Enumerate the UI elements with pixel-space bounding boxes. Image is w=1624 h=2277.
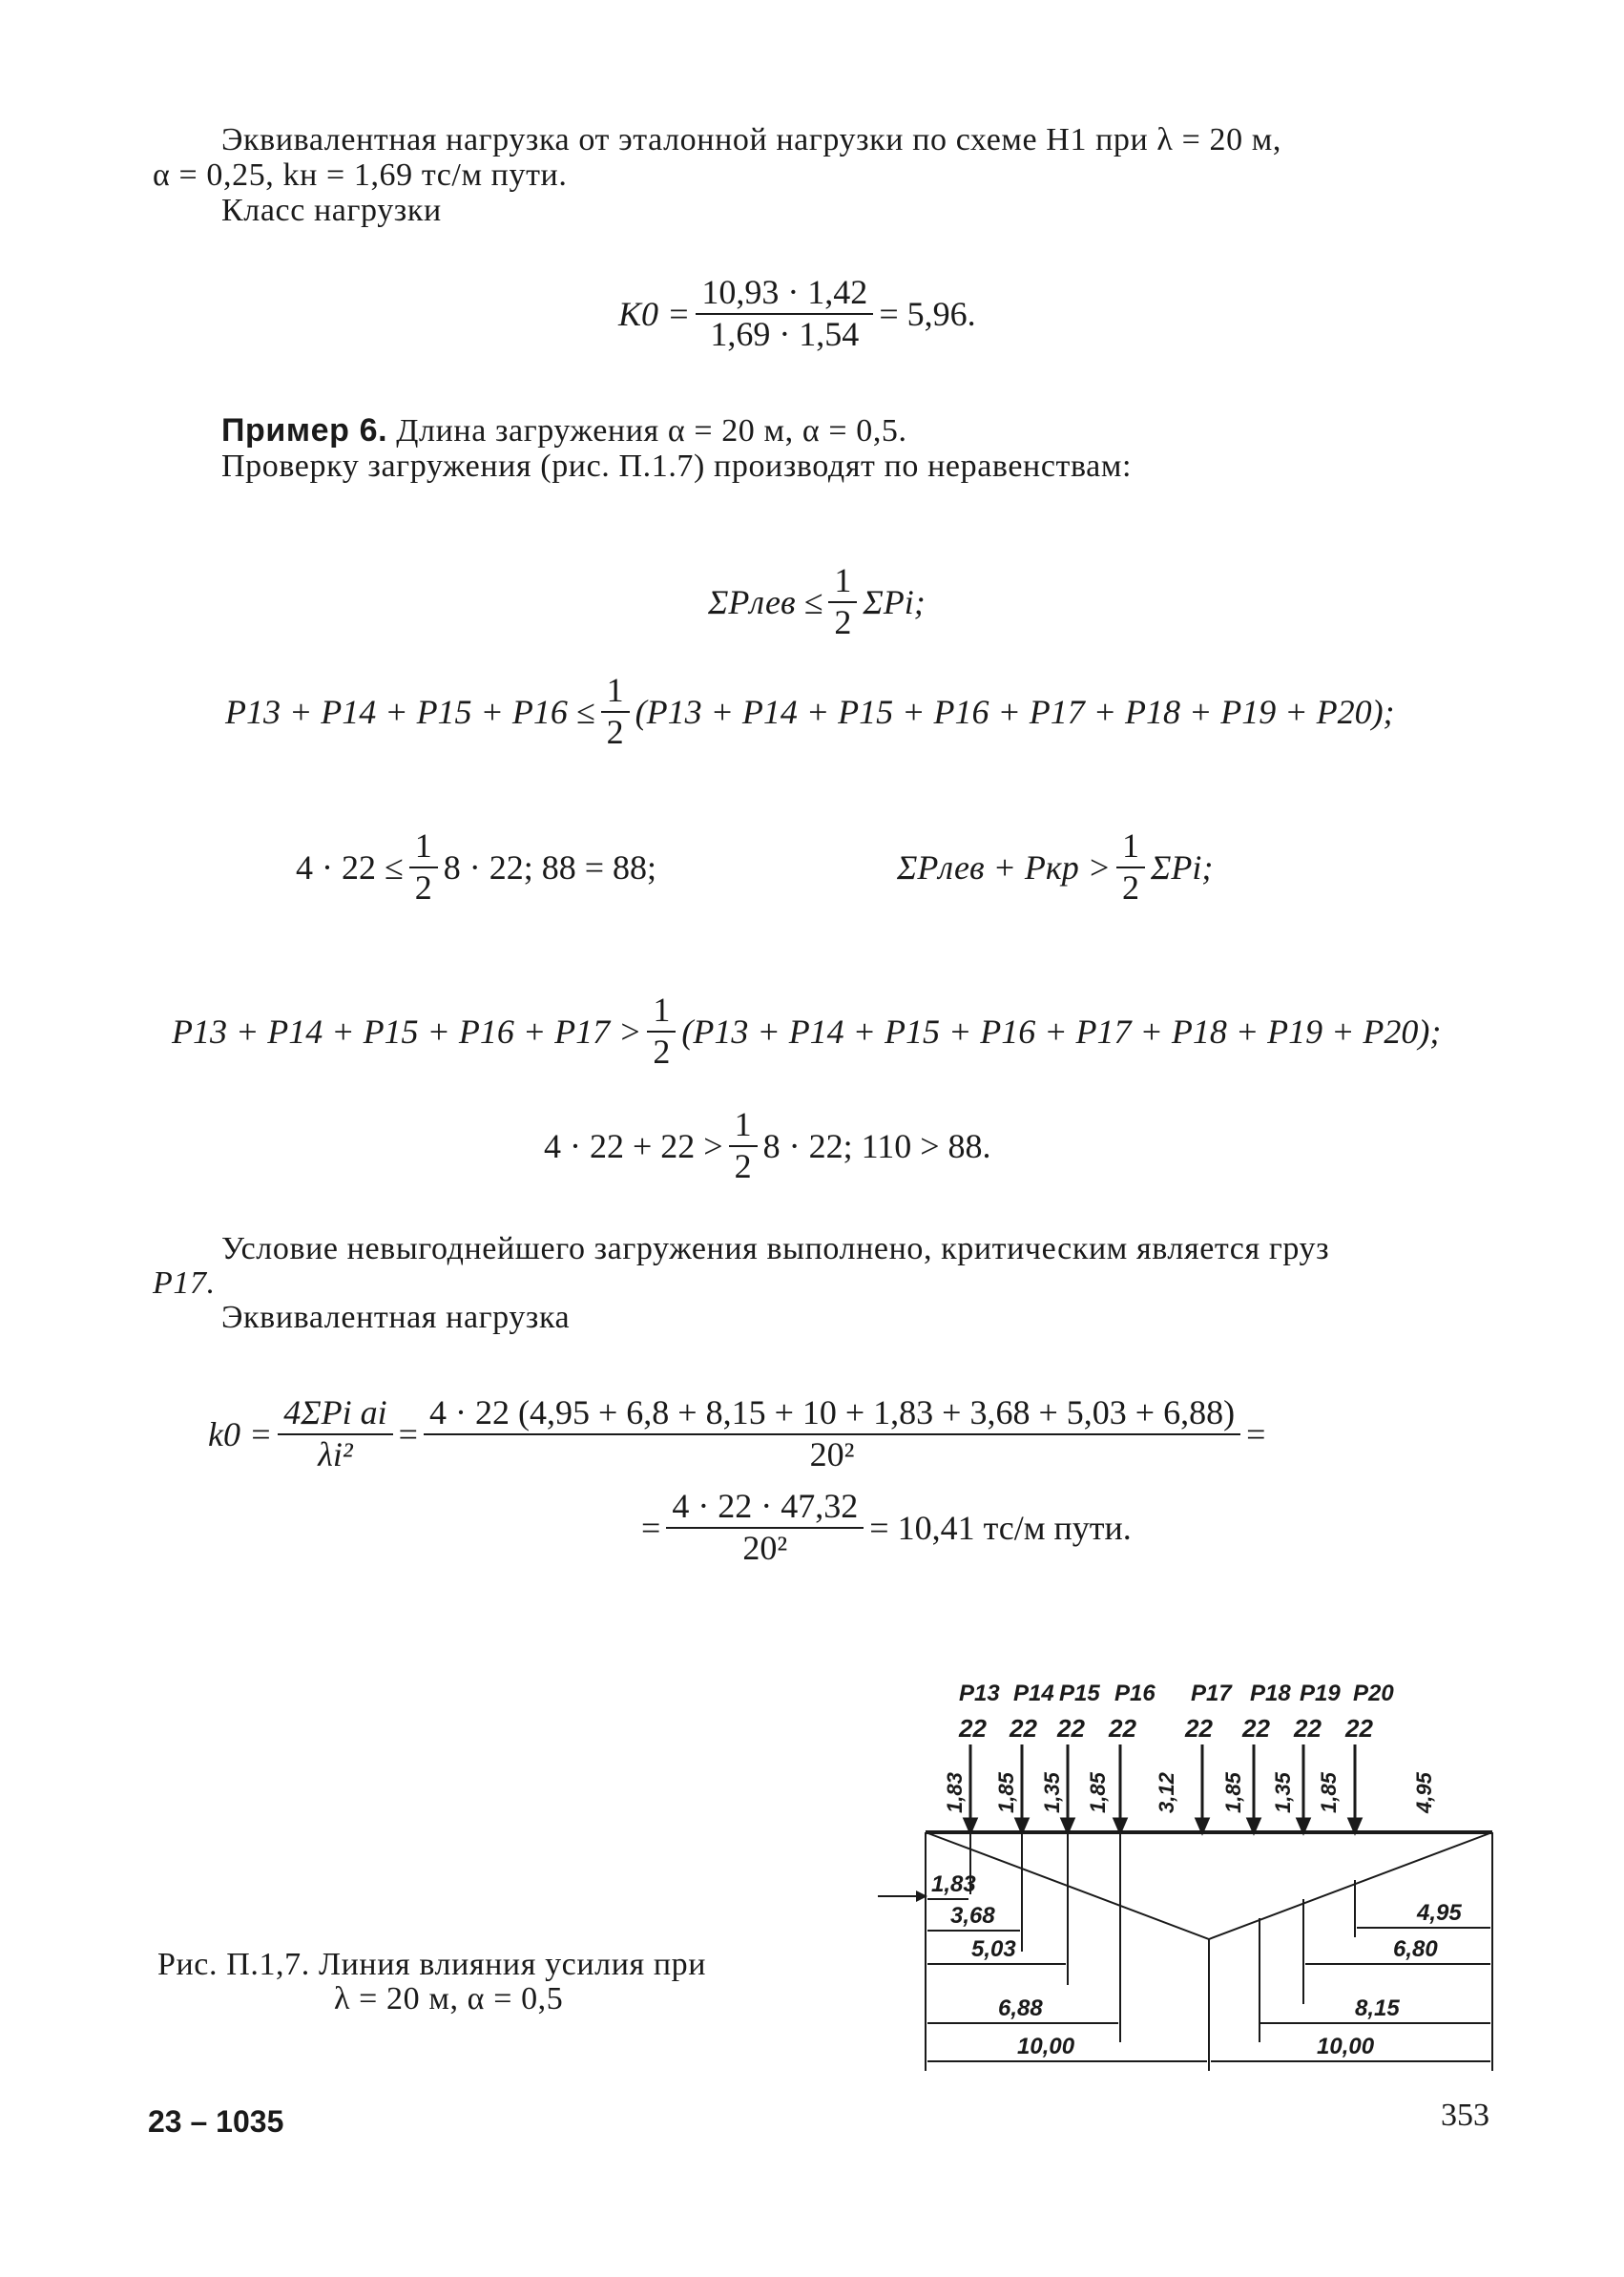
text-line: Условие невыгоднейшего загружения выполнено, критическим является груз bbox=[221, 1231, 1330, 1266]
ineq3-right-rhs: ΣPi; bbox=[1151, 847, 1214, 887]
ineq5-num: 1 bbox=[729, 1107, 758, 1147]
figure-caption-line2: λ = 20 м, α = 0,5 bbox=[334, 1981, 564, 2016]
spacing-label: 1,85 bbox=[1221, 1772, 1245, 1813]
ineq4-den: 2 bbox=[653, 1032, 671, 1071]
ineq2-den: 2 bbox=[606, 712, 624, 751]
inequality-3-right bbox=[897, 828, 1213, 907]
equation-k0-sum bbox=[208, 1395, 1265, 1473]
load-value: 22 bbox=[959, 1714, 987, 1743]
load-label: P14 bbox=[1013, 1681, 1054, 1706]
ineq4-fraction bbox=[647, 992, 676, 1071]
example-line bbox=[221, 412, 907, 449]
inequality-3-left bbox=[296, 828, 656, 907]
example-label: Пример 6. bbox=[221, 412, 388, 449]
spacing-labels bbox=[943, 1771, 1436, 1814]
eq-frac2-den: 20² bbox=[809, 1434, 855, 1473]
arrow-head bbox=[1248, 1819, 1260, 1832]
figure-caption-line1: Рис. П.1,7. Линия влияния усилия при bbox=[157, 1947, 707, 1982]
spacing-label: 4,95 bbox=[1412, 1772, 1436, 1813]
dim-label: 5,03 bbox=[971, 1936, 1016, 1962]
ineq3-right-fraction bbox=[1116, 828, 1145, 907]
spacing-label: 1,35 bbox=[1271, 1772, 1295, 1813]
spacing-label: 1,83 bbox=[943, 1772, 967, 1813]
load-label: P20 bbox=[1353, 1681, 1394, 1706]
spacing-label: 3,12 bbox=[1155, 1772, 1178, 1813]
arrow-head bbox=[1016, 1819, 1028, 1832]
ineq3-mid: 8 · 22; 88 = 88; bbox=[443, 847, 657, 887]
text-line: Проверку загружения (рис. П.1.7) производят по неравенствам: bbox=[221, 449, 1133, 484]
eq-eq: = bbox=[398, 1414, 418, 1453]
load-values bbox=[958, 1714, 1373, 1743]
ineq3-right-lhs: ΣPлев + Pкр > bbox=[897, 847, 1111, 887]
spacing-label: 1,85 bbox=[994, 1772, 1018, 1813]
load-label: P13 bbox=[959, 1681, 1000, 1706]
ineq5-rhs: 8 · 22; 110 > 88. bbox=[762, 1126, 991, 1165]
ineq3r-num: 1 bbox=[1116, 828, 1145, 868]
arrow-head bbox=[1349, 1819, 1361, 1832]
load-value: 22 bbox=[1057, 1714, 1085, 1743]
page-number: 353 bbox=[1441, 2098, 1489, 2133]
ineq5-lhs: 4 · 22 + 22 > bbox=[544, 1126, 723, 1165]
ineq1-rhs: ΣPi; bbox=[863, 582, 926, 621]
ineq3-num: 1 bbox=[409, 828, 438, 868]
eq-k0: k0 = bbox=[208, 1414, 273, 1453]
inequality-1 bbox=[708, 563, 926, 641]
eq-frac1-den: λi² bbox=[318, 1434, 353, 1473]
load-value: 22 bbox=[1345, 1714, 1373, 1743]
load-value: 22 bbox=[1109, 1714, 1136, 1743]
eq-frac1-num: 4ΣPi ai bbox=[278, 1395, 392, 1435]
load-value: 22 bbox=[1010, 1714, 1037, 1743]
text-line: α = 0,25, kн = 1,69 тс/м пути. bbox=[153, 157, 568, 193]
spacing-label: 1,85 bbox=[1086, 1772, 1110, 1813]
ineq2-num: 1 bbox=[601, 673, 630, 713]
inequality-4 bbox=[172, 992, 1441, 1071]
text-line: Эквивалентная нагрузка bbox=[221, 1300, 571, 1335]
inequality-2 bbox=[225, 673, 1395, 751]
ineq1-fraction bbox=[828, 563, 857, 641]
formula-k0-rhs: = 5,96. bbox=[879, 294, 976, 333]
dim-label: 10,00 bbox=[1317, 2034, 1375, 2059]
load-value: 22 bbox=[1294, 1714, 1322, 1743]
spacing-label: 1,35 bbox=[1040, 1772, 1064, 1813]
load-label: P18 bbox=[1250, 1681, 1291, 1706]
arrow-head bbox=[1062, 1819, 1073, 1832]
dim-label: 10,00 bbox=[1017, 2034, 1075, 2059]
eq2-rhs: = 10,41 тс/м пути. bbox=[869, 1508, 1132, 1547]
dim-label: 6,80 bbox=[1393, 1936, 1438, 1962]
formula-k0-lhs: K0 = bbox=[618, 294, 691, 333]
ineq2-fraction bbox=[601, 673, 630, 751]
ineq2-lhs: P13 + P14 + P15 + P16 ≤ bbox=[225, 692, 595, 731]
ineq1-lhs: ΣPлев ≤ bbox=[708, 582, 823, 621]
ineq4-num: 1 bbox=[647, 992, 676, 1033]
footer-signature: 23 – 1035 bbox=[148, 2104, 284, 2139]
load-label: P17 bbox=[1191, 1681, 1232, 1706]
dim-label: 6,88 bbox=[998, 1995, 1043, 2021]
ineq4-lhs: P13 + P14 + P15 + P16 + P17 > bbox=[172, 1012, 642, 1051]
load-label: P19 bbox=[1300, 1681, 1341, 1706]
eq2-lead: = bbox=[641, 1508, 661, 1547]
ineq3-fraction bbox=[409, 828, 438, 907]
eq2-num: 4 · 22 · 47,32 bbox=[666, 1489, 864, 1529]
eq-frac1 bbox=[278, 1395, 392, 1473]
eq-frac2-num: 4 · 22 (4,95 + 6,8 + 8,15 + 10 + 1,83 + 3,68 + 5,03 + 6,88) bbox=[424, 1395, 1240, 1435]
ineq1-num: 1 bbox=[828, 563, 857, 603]
eq2-den: 20² bbox=[742, 1528, 788, 1567]
formula-k0 bbox=[618, 275, 976, 353]
dim-label: 4,95 bbox=[1417, 1900, 1462, 1926]
load-label: P16 bbox=[1114, 1681, 1156, 1706]
arrow-head bbox=[1298, 1819, 1309, 1832]
eq-trail: = bbox=[1246, 1414, 1266, 1453]
dim-label: 8,15 bbox=[1355, 1995, 1400, 2021]
dim-label: 3,68 bbox=[950, 1903, 995, 1929]
load-value: 22 bbox=[1242, 1714, 1270, 1743]
ineq1-den: 2 bbox=[834, 602, 852, 641]
text-line: Эквивалентная нагрузка от эталонной нагрузки по схеме Н1 при λ = 20 м, bbox=[221, 122, 1282, 157]
inequality-5 bbox=[544, 1107, 991, 1185]
arrow-head bbox=[1114, 1819, 1126, 1832]
equation-k0-result bbox=[641, 1489, 1132, 1567]
arrow-head bbox=[1197, 1819, 1208, 1832]
text-line: Класс нагрузки bbox=[221, 193, 442, 228]
ineq5-den: 2 bbox=[734, 1146, 752, 1185]
example-text: Длина загружения α = 20 м, α = 0,5. bbox=[396, 413, 907, 449]
eq2-frac bbox=[666, 1489, 864, 1567]
load-labels bbox=[959, 1681, 1394, 1706]
formula-k0-num: 10,93 · 1,42 bbox=[696, 275, 873, 315]
text-line: P17. bbox=[153, 1265, 216, 1301]
triangle-line bbox=[926, 1832, 1492, 1939]
ineq3-left: 4 · 22 ≤ bbox=[296, 847, 404, 887]
dim-label: 1,83 bbox=[931, 1871, 976, 1897]
ineq3r-den: 2 bbox=[1122, 867, 1139, 907]
influence-line-figure bbox=[859, 1661, 1508, 2080]
load-value: 22 bbox=[1185, 1714, 1213, 1743]
ineq3-den: 2 bbox=[414, 867, 432, 907]
formula-k0-fraction bbox=[696, 275, 873, 353]
right-dimension-labels bbox=[1317, 1900, 1462, 2059]
eq-frac2 bbox=[424, 1395, 1240, 1473]
formula-k0-den: 1,69 · 1,54 bbox=[710, 314, 860, 353]
ineq5-fraction bbox=[729, 1107, 758, 1185]
ineq2-rhs: (P13 + P14 + P15 + P16 + P17 + P18 + P19 + P20); bbox=[635, 692, 1395, 731]
spacing-label: 1,85 bbox=[1317, 1772, 1341, 1813]
ineq4-rhs: (P13 + P14 + P15 + P16 + P17 + P18 + P19 + P20); bbox=[681, 1012, 1442, 1051]
arrow-head bbox=[965, 1819, 976, 1832]
load-label: P15 bbox=[1059, 1681, 1100, 1706]
